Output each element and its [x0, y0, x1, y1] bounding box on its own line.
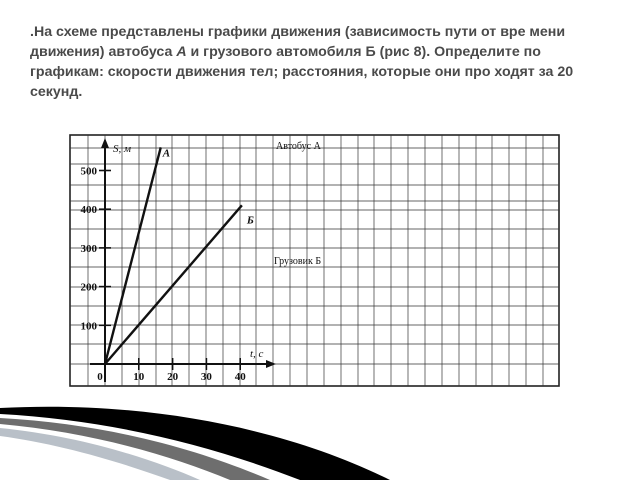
series-label: Б [246, 214, 254, 227]
y-tick-label: 500 [80, 165, 97, 178]
task-text-part1: .На схеме представлены графики движения (зависимость пути от вре мени движения) автобуса [30, 24, 566, 60]
y-tick-label: 400 [80, 204, 97, 217]
y-tick-label: 300 [80, 242, 97, 255]
x-tick-label: 30 [200, 371, 212, 383]
x-tick-label: 10 [133, 371, 145, 383]
y-tick-label: 200 [80, 281, 97, 294]
x-tick-label: 40 [234, 371, 246, 383]
x-tick-label: 20 [167, 371, 179, 383]
x-axis-label: t, с [250, 348, 264, 360]
annotation-label: Грузовик Б [274, 256, 322, 267]
series-label: А [162, 147, 171, 160]
y-axis-label: S, м [113, 143, 132, 155]
x-tick-label: 0 [97, 371, 103, 383]
annotation-label: Автобус А [276, 141, 321, 152]
task-text-italic: А [176, 44, 187, 60]
task-text-part2: и грузового автомобиля Б (рис 8). Определите по графикам: скорости движения тел; расстояния, которые они про ходят за 20 секунд. [30, 44, 574, 100]
y-tick-label: 100 [80, 320, 97, 333]
